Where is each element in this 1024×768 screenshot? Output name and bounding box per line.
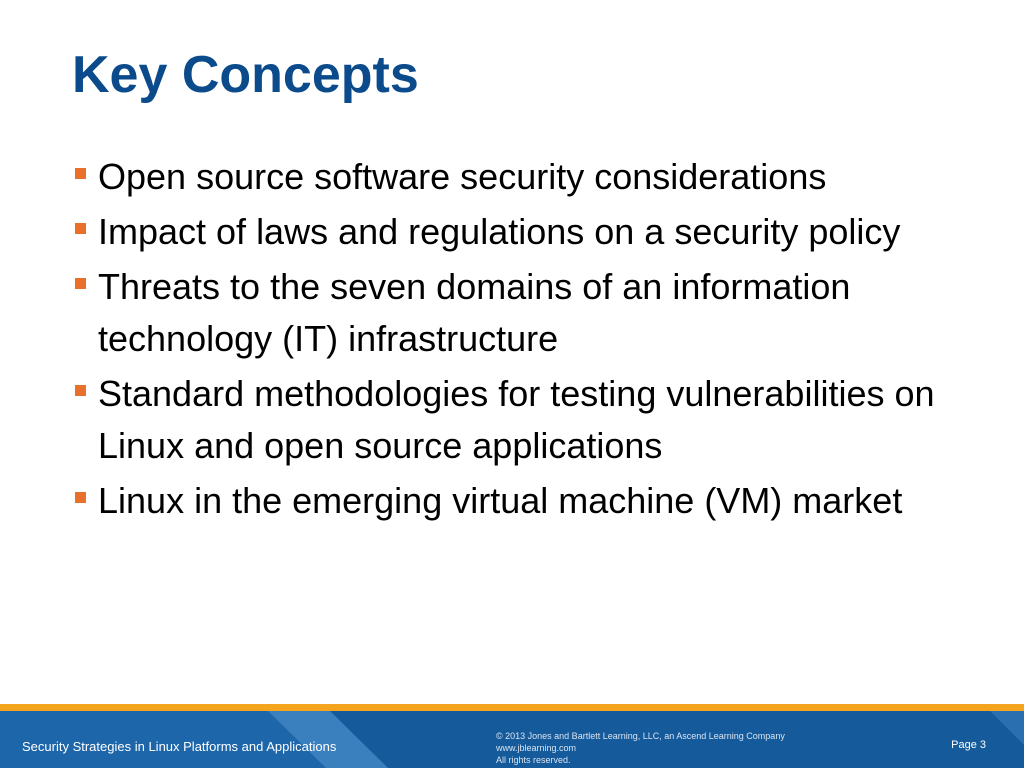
copyright-rights: All rights reserved. — [496, 755, 571, 765]
bullet-text: Linux in the emerging virtual machine (VM) market — [98, 480, 903, 521]
bullet-square-icon — [75, 492, 86, 503]
copyright-line: © 2013 Jones and Bartlett Learning, LLC, an Ascend Learning Company — [496, 731, 785, 741]
footer-series-title: Security Strategies in Linux Platforms and Applications — [22, 739, 337, 754]
bullet-square-icon — [75, 223, 86, 234]
bullet-text: Threats to the seven domains of an information technology (IT) infrastructure — [98, 266, 851, 359]
page-number: Page 3 — [951, 739, 986, 751]
bullet-item — [72, 261, 982, 365]
bullet-text: Open source software security considerations — [98, 156, 827, 197]
bullet-item — [72, 151, 982, 203]
footer-accent-stripe — [0, 704, 1024, 711]
bullet-square-icon — [75, 168, 86, 179]
bullet-item — [72, 368, 982, 472]
footer-copyright — [496, 730, 785, 766]
bullet-list — [72, 151, 982, 530]
bullet-square-icon — [75, 278, 86, 289]
copyright-url: www.jblearning.com — [496, 743, 577, 753]
slide-footer — [0, 704, 1024, 768]
bullet-item — [72, 475, 982, 527]
slide-title: Key Concepts — [72, 46, 419, 104]
bullet-square-icon — [75, 385, 86, 396]
bullet-text: Impact of laws and regulations on a security policy — [98, 211, 901, 252]
bullet-item — [72, 206, 982, 258]
footer-band — [0, 711, 1024, 768]
bullet-text: Standard methodologies for testing vulnerabilities on Linux and open source applications — [98, 373, 935, 466]
